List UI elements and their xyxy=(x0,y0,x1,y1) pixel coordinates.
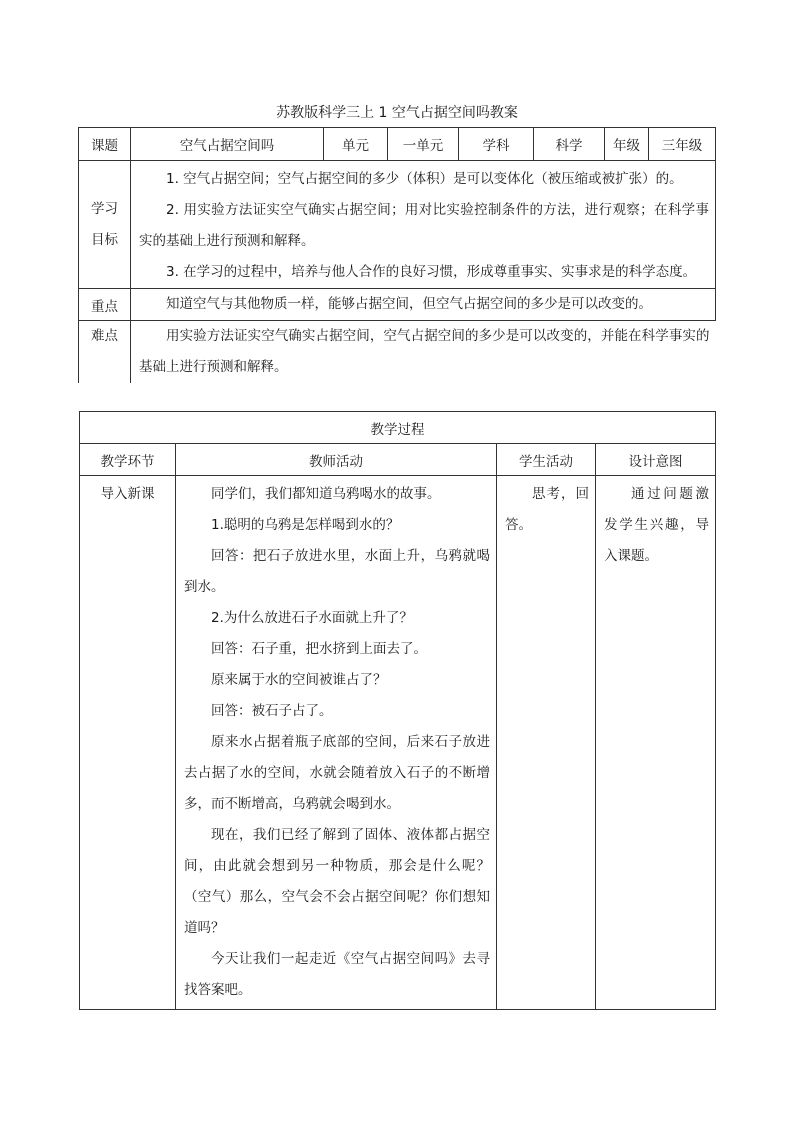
label-subject: 学科 xyxy=(459,128,534,161)
subject-value: 科学 xyxy=(534,128,605,161)
document-title: 苏教版科学三上 1 空气占据空间吗教案 xyxy=(276,105,518,121)
goal-item: 3. 在学习的过程中，培养与他人合作的良好习惯，形成尊重事实、实事求是的科学态度。 xyxy=(166,264,697,280)
topic-value: 空气占据空间吗 xyxy=(131,128,324,161)
info-row-goals xyxy=(79,161,716,289)
key-point-content xyxy=(131,289,716,321)
header-intent: 设计意图 xyxy=(596,444,716,476)
info-row-key-point xyxy=(79,289,716,321)
process-row-intro xyxy=(80,476,716,1010)
process-header-row xyxy=(80,444,716,476)
teacher-line: 回答：被石子占了。 xyxy=(211,703,333,719)
label-goals-line1: 学习 xyxy=(91,200,118,217)
goals-content xyxy=(131,161,716,289)
lesson-info-table xyxy=(78,127,716,383)
teacher-line: 原来水占据着瓶子底部的空间，后来石子放进去占据了水的空间，水就会随着放入石子的不断增多，而不断增高，乌鸦就会喝到水。 xyxy=(184,734,490,812)
teaching-process-table xyxy=(79,411,716,1010)
goal-item: 2. 用实验方法证实空气确实占据空间；用对比实验控制条件的方法，进行观察；在科学事实的基础上进行预测和解释。 xyxy=(139,202,709,249)
header-student: 学生活动 xyxy=(497,444,596,476)
process-title-row xyxy=(80,412,716,444)
label-unit: 单元 xyxy=(324,128,388,161)
difficulty-content xyxy=(131,321,716,384)
info-row-difficulty xyxy=(79,321,716,384)
teacher-activity-cell xyxy=(176,476,497,1010)
label-grade: 年级 xyxy=(605,128,649,161)
info-row-header xyxy=(79,128,716,161)
teacher-line: 2.为什么放进石子水面就上升了？ xyxy=(211,610,413,626)
label-key-point: 重点 xyxy=(79,289,131,321)
teacher-line: 回答：把石子放进水里，水面上升，乌鸦就喝到水。 xyxy=(184,548,490,595)
grade-value: 三年级 xyxy=(649,128,716,161)
key-point-text: 知道空气与其他物质一样，能够占据空间，但空气占据空间的多少是可以改变的。 xyxy=(166,296,652,312)
teacher-line: 今天让我们一起走近《空气占据空间吗》去寻找答案吧。 xyxy=(184,951,490,998)
student-activity-text: 思考，回答。 xyxy=(505,486,589,533)
difficulty-text: 用实验方法证实空气确实占据空间，空气占据空间的多少是可以改变的，并能在科学事实的基础上进行预测和解释。 xyxy=(139,328,710,375)
goal-item: 1. 空气占据空间；空气占据空间的多少（体积）是可以变体化（被压缩或被扩张）的。 xyxy=(166,171,683,187)
label-goals xyxy=(79,161,131,289)
student-activity-cell xyxy=(497,476,596,1010)
header-stage: 教学环节 xyxy=(80,444,176,476)
teacher-line: 原来属于水的空间被谁占了？ xyxy=(211,672,387,688)
unit-value: 一单元 xyxy=(388,128,459,161)
label-difficulty: 难点 xyxy=(79,321,131,384)
label-goals-line2: 目标 xyxy=(91,231,118,248)
teacher-line: 回答：石子重，把水挤到上面去了。 xyxy=(211,641,427,657)
design-intent-cell xyxy=(596,476,716,1010)
stage-cell: 导入新课 xyxy=(80,476,176,1010)
process-title: 教学过程 xyxy=(80,412,716,444)
teacher-line: 同学们，我们都知道乌鸦喝水的故事。 xyxy=(211,486,441,502)
teacher-line: 现在，我们已经了解到了固体、液体都占据空间，由此就会想到另一种物质，那会是什么呢？（空气）那么，空气会不会占据空间呢？你们想知道吗？ xyxy=(184,827,490,936)
label-topic: 课题 xyxy=(79,128,131,161)
teacher-line: 1.聪明的乌鸦是怎样喝到水的？ xyxy=(211,517,400,533)
design-intent-text: 通过问题激发学生兴趣，导入课题。 xyxy=(604,486,709,564)
header-teacher: 教师活动 xyxy=(176,444,497,476)
